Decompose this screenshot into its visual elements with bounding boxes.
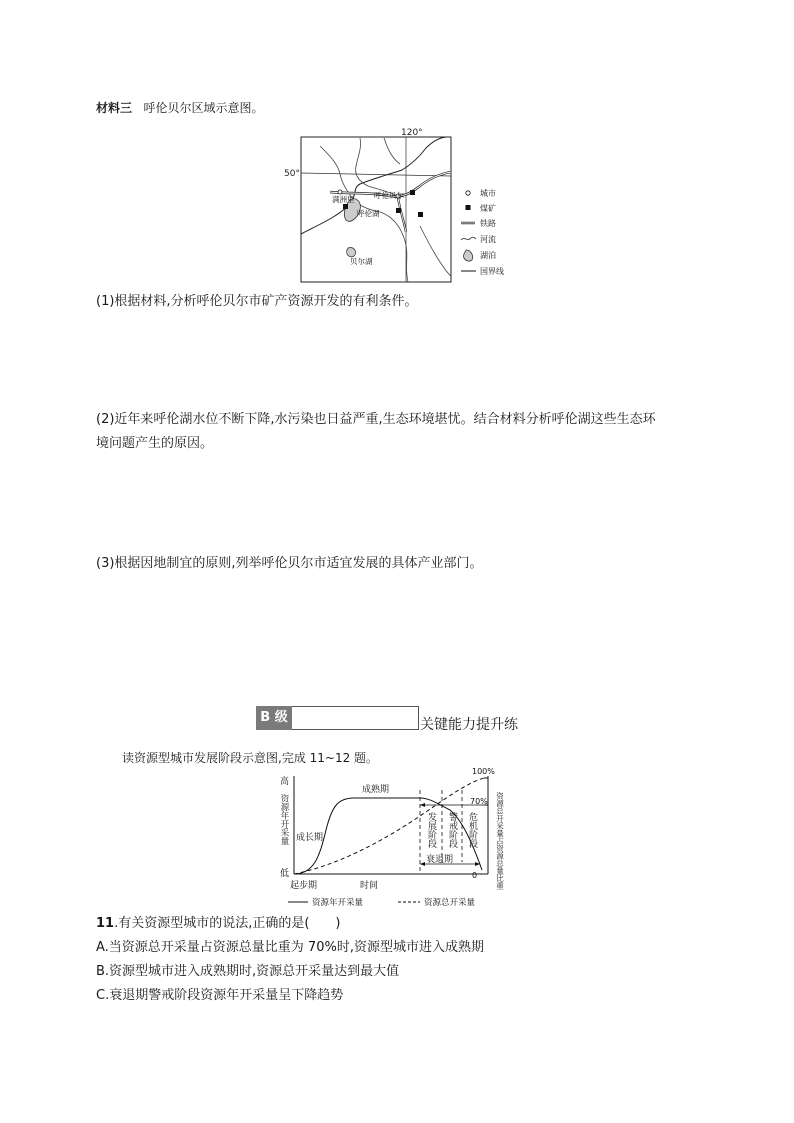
option-b[interactable]: B.资源型城市进入成熟期时,资源总开采量达到最大值 <box>96 964 400 979</box>
city-manzhouli <box>338 190 342 194</box>
stage-warning: 警戒阶段 <box>447 812 457 848</box>
stage-mature: 成熟期 <box>362 785 390 795</box>
border-line <box>301 137 446 234</box>
legend-dashed-label: 资源总开采量 <box>424 898 476 908</box>
legend-coal-symbol <box>466 205 471 210</box>
legend-solid-label: 资源年开采量 <box>312 898 364 908</box>
river-3 <box>420 226 451 276</box>
question-2-line1: (2)近年来呼伦湖水位不断下降,水污染也日益严重,生态环境堪忧。结合材料分析呼伦湖这些生态环 <box>96 412 656 427</box>
legend-coal-label: 煤矿 <box>480 204 496 213</box>
x-axis-label: 时间 <box>360 881 379 891</box>
question-3: (3)根据因地制宜的原则,列举呼伦贝尔市适宜发展的具体产业部门。 <box>96 556 483 571</box>
ylabel-right: 资源总开采量占资源总量比重 <box>495 792 505 890</box>
stage-develop: 发展阶段 <box>426 812 436 848</box>
place-hulunbuir: 呼伦贝尔 <box>374 191 404 200</box>
option-c[interactable]: C.衰退期警戒阶段资源年开采量呈下降趋势 <box>96 988 344 1003</box>
buir-lake-shape <box>347 248 356 257</box>
material-caption-text: 呼伦贝尔区域示意图。 <box>143 101 264 115</box>
legend-city-label: 城市 <box>480 189 496 198</box>
question-2-line2: 境问题产生的原因。 <box>96 436 214 451</box>
ylabel-high: 高 <box>280 777 290 787</box>
chart-intro: 读资源型城市发展阶段示意图,完成 11~12 题。 <box>122 751 379 765</box>
legend-border-label: 国界线 <box>480 267 504 276</box>
map-lat-label: 50° <box>284 169 300 179</box>
material-label: 材料三 <box>96 101 133 115</box>
stage-start: 起步期 <box>290 881 318 891</box>
stage-growth: 成长期 <box>296 833 324 843</box>
parallel-line <box>301 173 451 176</box>
stage-crisis: 危机阶段 <box>467 812 477 848</box>
map-legend <box>461 188 504 276</box>
ylabel-low: 低 <box>280 869 290 879</box>
stage-decline: 衰退期 <box>426 855 454 865</box>
right-tick-label-70: 70% <box>470 797 488 806</box>
place-hulun-lake: 呼伦湖 <box>357 209 380 218</box>
legend-railway-label: 铁路 <box>480 219 496 228</box>
map-lon-label: 120° <box>401 128 423 138</box>
coal-mine-3 <box>396 208 401 213</box>
coal-mine-1 <box>343 204 348 209</box>
coal-mine-2 <box>410 190 415 195</box>
right-tick-label-100: 100% <box>472 767 495 776</box>
question-11-stem <box>96 914 341 934</box>
ylabel-left: 资源年开采量 <box>279 794 289 845</box>
section-badge-frame <box>292 706 419 730</box>
legend-lake-symbol <box>464 250 473 261</box>
material-caption <box>96 98 263 118</box>
arrow-70-head <box>420 803 425 807</box>
right-tick-label-0: 0 <box>472 871 478 880</box>
question-11-number: 11 <box>96 916 115 931</box>
legend-river-label: 河流 <box>480 235 496 244</box>
place-manzhouli: 满洲里 <box>332 195 355 204</box>
river-2 <box>356 138 400 198</box>
option-a[interactable]: A.当资源总开采量占资源总量比重为 70%时,资源型城市进入成熟期 <box>96 940 484 955</box>
arrow-decline-head-left <box>420 862 425 866</box>
section-badge <box>256 706 418 730</box>
hulunbuir-map <box>284 126 530 286</box>
legend-city-symbol <box>466 191 470 195</box>
place-buir-lake: 贝尔湖 <box>350 257 373 266</box>
river-4 <box>384 138 400 164</box>
resource-city-stage-chart <box>274 767 534 910</box>
section-level: B 级 <box>256 706 292 730</box>
legend-river-symbol <box>461 237 476 240</box>
legend-lake-label: 湖泊 <box>480 251 496 260</box>
coal-mine-4 <box>418 212 423 217</box>
question-1: (1)根据材料,分析呼伦贝尔市矿产资源开发的有利条件。 <box>96 294 418 309</box>
question-11-text: .有关资源型城市的说法,正确的是( ) <box>114 916 341 931</box>
section-title: 关键能力提升练 <box>420 717 518 733</box>
